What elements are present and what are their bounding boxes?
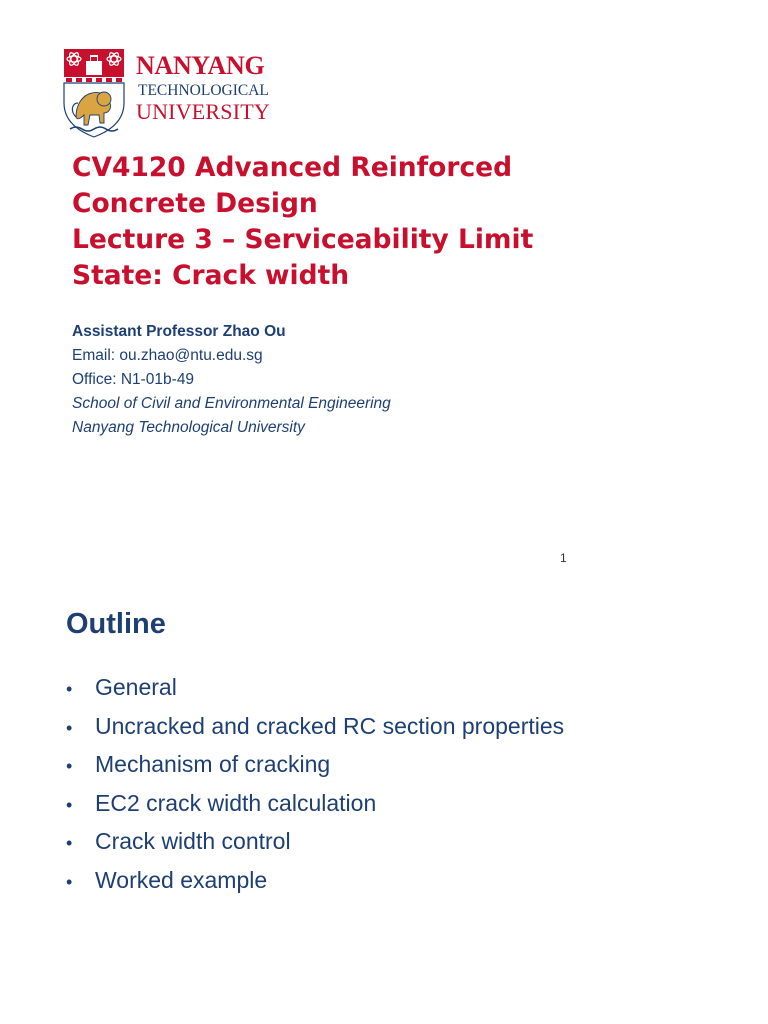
presenter-university: Nanyang Technological University	[72, 419, 305, 436]
presenter-name: Assistant Professor Zhao Ou	[72, 323, 286, 340]
outline-item-text: EC2 crack width calculation	[95, 789, 377, 816]
presenter-office: Office: N1-01b-49	[72, 371, 195, 388]
outline-item-text: Crack width control	[95, 828, 291, 854]
outline-list	[66, 674, 564, 905]
outline-item	[66, 790, 564, 829]
outline-item	[66, 674, 564, 713]
outline-item	[66, 828, 564, 867]
bullet-icon: •	[66, 871, 73, 892]
course-title	[72, 150, 732, 294]
outline-item-text: Mechanism of cracking	[95, 751, 331, 777]
outline-item	[66, 751, 564, 790]
outline-item	[66, 867, 564, 906]
logo-text-nanyang: NANYANG	[136, 51, 265, 80]
outline-item-text: Worked example	[95, 866, 268, 893]
presenter-email: Email: ou.zhao@ntu.edu.sg	[72, 347, 263, 364]
bullet-icon: •	[66, 833, 73, 853]
outline-title: Outline	[66, 608, 166, 640]
logo-text-technological: TECHNOLOGICAL	[138, 82, 269, 99]
presenter-info	[72, 320, 391, 440]
university-logo	[62, 47, 302, 139]
logo-text-university: UNIVERSITY	[136, 99, 270, 124]
course-title-line: Concrete Design	[72, 188, 318, 219]
course-title-line: CV4120 Advanced Reinforced	[72, 152, 513, 183]
bullet-icon: •	[66, 794, 73, 815]
course-title-line: State: Crack width	[72, 260, 350, 291]
course-title-line: Lecture 3 – Serviceability Limit	[72, 224, 534, 255]
ntu-crest-icon	[62, 47, 126, 139]
outline-item-text: Uncracked and cracked RC section properties	[95, 712, 565, 739]
outline-item-text: General	[95, 674, 177, 700]
page-number: 1	[560, 551, 567, 565]
bullet-icon: •	[66, 679, 73, 699]
outline-item	[66, 713, 564, 752]
presenter-school: School of Civil and Environmental Engineering	[72, 395, 391, 412]
bullet-icon: •	[66, 756, 73, 776]
bullet-icon: •	[66, 717, 73, 738]
